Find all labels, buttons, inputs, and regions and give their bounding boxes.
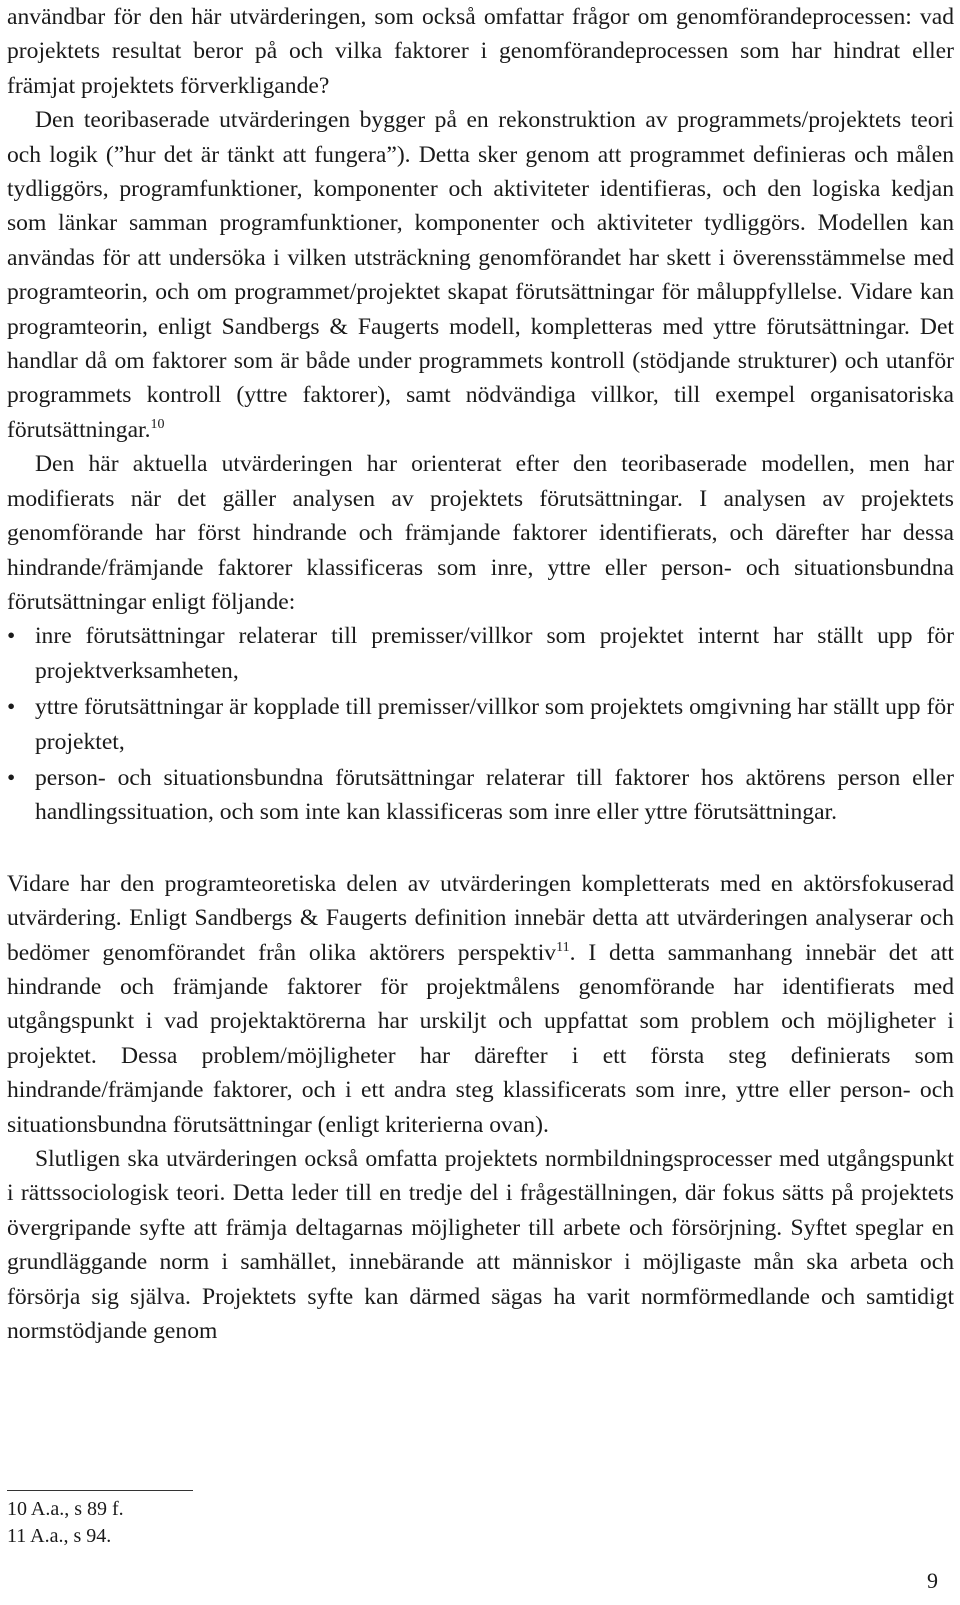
paragraph-4-text-b: . I detta sammanhang innebär det att hindrande och främjande faktorer för projektmålens genomförande har identifierats med utgångspunkt i vad projektaktörerna har urskiljt och uppfattat som problem och möjligheter i projektet. Dessa problem/möjligheter har därefter i ett första steg definierats som hindrande/främjande faktorer, och i ett andra steg klassificerats som inre, yttre eller person- och situationsbundna förutsättningar (enligt kriterierna ovan). [7, 939, 954, 1138]
section-gap [7, 832, 954, 867]
footnote-11: 11 A.a., s 94. [7, 1525, 112, 1547]
paragraph-2-text: Den teoribaserade utvärderingen bygger på en rekonstruktion av programmets/projektets teori och logik (”hur det är tänkt att fungera”). Detta sker genom att programmet definieras och målen tydliggörs, programfunktioner, komponenter och aktiviteter identifieras, och den logiska kedjan som länkar samman programfunktioner, komponenter och aktiviteter tydliggörs. Modellen kan användas för att undersöka i vilken utsträckning genomförandet har skett i överensstämmelse med programteorin, och om programmet/projektet skapat förutsättningar för måluppfyllelse. Vidare kan programteorin, enligt Sandbergs & Faugerts modell, kompletteras med yttre förutsättningar. Det handlar då om faktorer som är både under programmets kontroll (stödjande strukturer) och utanför programmets kontroll (yttre faktorer), samt nödvändiga villkor, till exempel organisatoriska förutsättningar. [7, 107, 954, 443]
footnote-ref-10: 10 [150, 416, 165, 432]
bullet-marker: • [7, 694, 16, 721]
footnote-ref-11: 11 [556, 939, 570, 955]
bullet-list [7, 619, 954, 829]
bullet-marker: • [7, 623, 16, 650]
paragraph-4-text-a: Vidare har den programteoretiska delen av utvärderingen kompletterats med en aktörsfokuserad utvärdering. Enligt Sandbergs & Faugerts definition innebär detta att utvärderingen analyserar och bedömer genomförandet från olika aktörers perspektiv [7, 870, 954, 966]
page-number: 9 [927, 1568, 938, 1593]
paragraph-2 [7, 103, 954, 447]
paragraph-5: Slutligen ska utvärderingen också omfatta projektets normbildningsprocesser med utgångspunkt i rättssociologisk teori. Detta leder till en tredje del i frågeställningen, där fokus sätts på projektets övergripande syfte att främja deltagarnas möjligheter till arbete och försörjning. Syftet speglar en grundläggande norm i samhället, innebärande att människor i möjligaste mån ska arbeta och försörja sig själva. Projektets syfte kan därmed sägas ha varit normförmedlande och samtidigt normstödjande genom [7, 1146, 954, 1345]
list-item-text: inre förutsättningar relaterar till premisser/villkor som projektet internt har ställt upp för projektverksamheten, [35, 623, 954, 684]
paragraph-4 [7, 867, 954, 1142]
list-item [7, 690, 954, 759]
list-item [7, 619, 954, 688]
paragraph-1: användbar för den här utvärderingen, som också omfattar frågor om genomförandeprocessen: vad projektets resultat beror på och vilka faktorer i genomförandeprocessen som har hindrat eller främjat projektets förverkligande? [7, 4, 954, 99]
footnote-divider [7, 1490, 193, 1491]
list-item-text: yttre förutsättningar är kopplade till premisser/villkor som projektets omgivning har ställt upp för projektet, [35, 694, 954, 755]
paragraph-3: Den här aktuella utvärderingen har orienterat efter den teoribaserade modellen, men har modifierats när det gäller analysen av projektets förutsättningar. I analysen av projektets genomförande har först hindrande och främjande faktorer identifierats, och därefter har dessa hindrande/främjande faktorer klassificeras som inre, yttre eller person- och situationsbundna förutsättningar enligt följande: [7, 451, 954, 615]
list-item-text: person- och situationsbundna förutsättningar relaterar till faktorer hos aktörens person eller handlingssituation, och som inte kan klassificeras som inre eller yttre förutsättningar. [35, 764, 954, 826]
document-page [7, 0, 954, 1348]
bullet-marker: • [7, 764, 16, 791]
footnote-10: 10 A.a., s 89 f. [7, 1498, 124, 1520]
list-item [7, 761, 954, 830]
